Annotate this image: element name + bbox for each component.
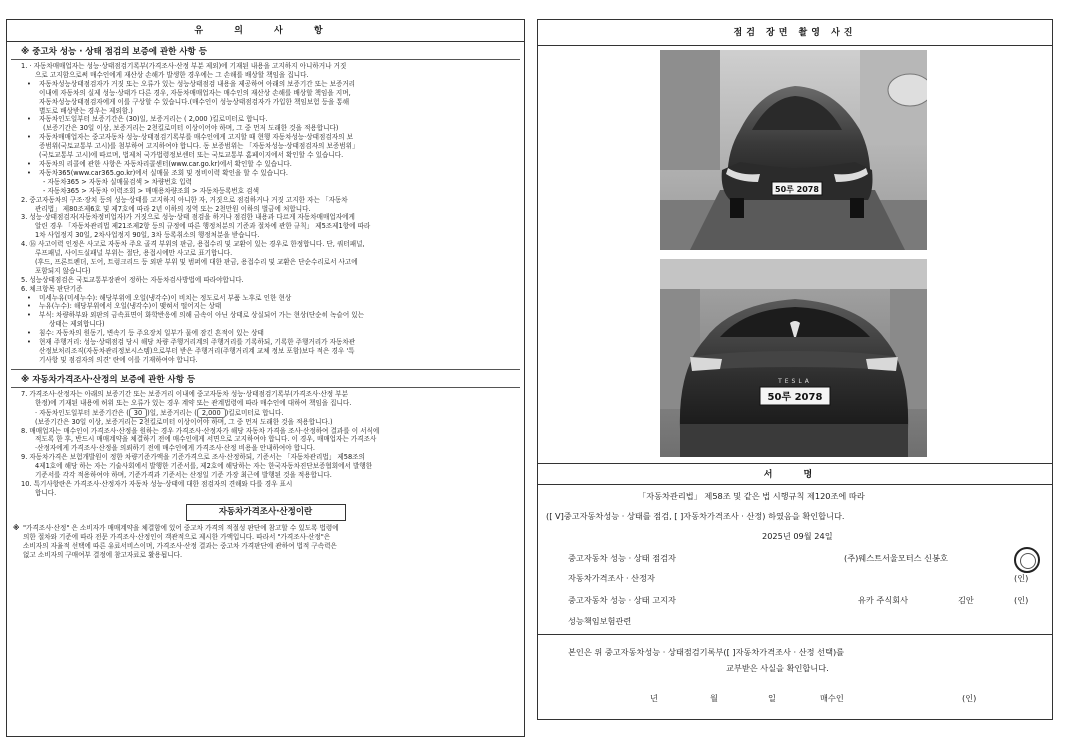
- price-definition-title: 자동차가격조사·산정이란: [186, 504, 346, 521]
- item6-bullet: • 누유(누수): 해당부위에서 오일(냉각수)이 맺혀서 떨어지는 상태: [25, 302, 516, 311]
- warranty-days: 30: [129, 408, 147, 418]
- divider: [538, 634, 1052, 635]
- item3-line: 1차 사업정지 30일, 2차사업정지 90일, 3차 등록취소의 행정처분을 받습니다.: [35, 231, 260, 240]
- item4-line: (후드, 프론트펜더, 도어, 트렁크리드 등 외판 부위 및 범퍼에 대한 판금, 용접수리 및 교환은 단순수리로서 사고에: [35, 257, 358, 266]
- item10-line: 합니다.: [35, 488, 57, 497]
- item3-line: 3. 성능·상태점검자(자동차정비업자)가 거짓으로 성능·상태 점검을 하거나 점검한 내용과 다르게 자동차매매업자에게: [21, 213, 355, 222]
- item7-warranty: [21, 408, 516, 418]
- year-label: 년: [650, 693, 658, 703]
- star-mark: ※: [13, 523, 20, 532]
- front-plate-text: 50루 2078: [775, 185, 819, 194]
- item1-b2-line: 별도로 배상받는 경우는 제외함.): [39, 106, 133, 115]
- item4-line: 루프패널, 사이드실패널 부위는 절단, 용접시에만 사고로 표기합니다.: [35, 249, 233, 258]
- section2-items: [7, 388, 524, 498]
- note-line: "가격조사·산정" 은 소비자가 매매계약을 체결함에 있어 중고차 가격의 적절성 판단에 참고할 수 있도록 법령에: [23, 523, 339, 532]
- item1-b4-line: (국토교통부 고시)에 따르며, 법제처 국가법령정보센터 또는 국토교통부 홈페이지에서 확인할 수 있습니다.: [39, 151, 344, 160]
- item8-line: ·산정자에게 가격조사·산정을 의뢰하기 전에 매수인에게 가격조사·산정 비용을 안내하여야 합니다.: [35, 444, 315, 453]
- insurance-label: 성능책임보험관련: [568, 616, 632, 626]
- rear-plate-text: 50루 2078: [767, 392, 823, 403]
- warranty-prefix: 자동차인도일부터 보증기간은 (: [39, 115, 129, 124]
- warranty-prefix: · 자동차인도일부터 보증기간은 (: [35, 408, 129, 417]
- price-assessor-seal: (인): [1014, 573, 1029, 583]
- rear-badge-text: TESLA: [778, 378, 812, 385]
- item2-line: 2. 중고자동차의 구조·장치 등의 성능·상태를 고지하지 아니한 자, 거짓으로 점검하거나 거짓 고지한 자는 「자동차: [21, 195, 348, 204]
- item1-b4-line: • 자동차매매업자는 중고자동차 성능·상태점검기록부를 매수인에게 고지할 때 현행 자동차성능·상태점검자의 보: [39, 133, 353, 142]
- confirm-statement: ([ V]중고자동차성능 · 상태를 점검, [ ]자동차가격조사 · 산정) 하였음을 확인합니다.: [546, 511, 845, 521]
- buyer-seal: (인): [962, 693, 977, 703]
- receipt-line-1: 본인은 위 중고자동차성능 · 상태점검기록부([ ]자동차가격조사 · 산정 선택)를: [568, 647, 845, 657]
- notice-title: 유 의 사 항: [7, 20, 524, 42]
- item9-line: 기준서를 각각 적용하여야 하며, 기준가격과 기준서는 산정일 기준 가장 최근에 발행된 것을 적용합니다.: [35, 471, 332, 480]
- item6-b3-line: • 부식: 차량하부와 외판의 금속표면이 화학반응에 의해 금속이 아닌 상태로 상실되어 가는 현상(단순히 녹슬어 있는: [39, 311, 365, 320]
- item7-line: 7. 가격조사·산정자는 아래의 보증기간 또는 보증거리 이내에 중고자동차 성능·상태점검기록부(가격조사·산정 부분: [21, 389, 349, 398]
- warranty-km: 2,000: [188, 115, 208, 124]
- item1-b2-line: 이내에 자동차의 실제 성능·상태가 다른 경우, 자동차매매업자는 매수인의 재산상 손해를 배상할 책임을 지며,: [39, 88, 351, 97]
- item4-line: 4. ⑯ 사고이력 인정은 사고로 자동차 주요 골격 부위의 판금, 용접수리 및 교환이 있는 경우로 한정합니다. 단, 쿼터패널,: [21, 240, 365, 249]
- item6-bullet: • 미세누유(미세누수): 해당부위에 오일(냉각수)이 비치는 정도로서 부품 노후로 인한 현상: [25, 294, 516, 303]
- item6-b3-line: 상태는 제외합니다): [49, 320, 105, 329]
- day-label: 일: [768, 693, 776, 703]
- item6-bullet: • 침수: 자동차의 원동기, 변속기 등 주요장치 일부가 물에 잠긴 흔적이 있는 상태: [25, 329, 516, 338]
- receipt-line-2: 교부받은 사실을 확인합니다.: [726, 663, 829, 673]
- warranty-km: 2,000: [197, 408, 226, 418]
- item4-line: 포함되지 않습니다): [35, 266, 91, 275]
- price-assessor-label: 자동차가격조사 · 산정자: [568, 573, 655, 583]
- buyer-label: 매수인: [820, 693, 844, 703]
- note-line: 없고 소비자의 구매여부 결정에 참고자료로 활용됩니다.: [23, 550, 183, 559]
- item10-line: 10. 특기사항란은 가격조사·산정자가 자동차 성능·상태에 대한 점검자의 견해와 다를 경우 표시: [21, 479, 293, 488]
- price-definition-note: [7, 524, 524, 560]
- warranty-suffix: )킬로미터로 합니다.: [209, 115, 268, 124]
- notice-panel: [6, 19, 525, 737]
- item1-bullet-4: [25, 133, 516, 160]
- item6: 6. 체크항목 판단기준: [21, 284, 83, 293]
- photo-section-title: 점검 장면 촬영 사진: [538, 20, 1052, 46]
- warranty-mid: )일, 보증거리는 (: [136, 115, 187, 124]
- official-seal-stamp: [1014, 547, 1040, 573]
- item6-bullet: [25, 311, 516, 329]
- item6-bullet: [25, 338, 516, 365]
- item1-bullet-2: [25, 80, 516, 116]
- section2-heading: ※ 자동차가격조사·산정의 보증에 관한 사항 등: [11, 370, 520, 388]
- inspector-value: (주)웨스트서울모터스 신봉호: [844, 553, 948, 563]
- inspector-label: 중고자동차 성능 · 상태 점검자: [568, 553, 676, 563]
- warranty-mid: )일, 보증거리는 (: [147, 408, 197, 417]
- item9-line: 4제1호에 해당 하는 자는 기술사회에서 발행한 기준서를, 제2호에 해당하는 자는 한국자동차진단보증협회에서 발행한: [35, 462, 373, 471]
- warranty-suffix: )킬로미터로 합니다.: [225, 408, 284, 417]
- note-line: 의한 절차와 기준에 따라 전문 가격조사·산정인이 객관적으로 제시한 가액입니다. 따라서 "가격조사·산정"은: [23, 532, 331, 541]
- item1-car365: • 자동차365(www.car365.go.kr)에서 실매물 조회 및 정비이력 확인을 할 수 있습니다.: [25, 169, 516, 178]
- item1-recall: • 자동차의 리콜에 관한 사항은 자동차리콜센터(www.car.go.kr)에서 확인할 수 있습니다.: [25, 160, 516, 169]
- sign-date: 2025년 09월 24일: [762, 531, 833, 541]
- item2-line: 관리법」 제80조제6호 및 제7호에 따라 2년 이하의 징역 또는 2천만원 이하의 벌금에 처합니다.: [35, 204, 311, 213]
- item1-car365-sub1: - 자동차365 > 자동차 실매물검색 > 차량번호 입력: [43, 177, 192, 186]
- item1-b2-line: • 자동차성능상태점검자가 거짓 또는 오류가 있는 성능상태점검 내용을 제공하여 아래의 보증기간 또는 보증거리: [39, 79, 356, 88]
- front-inspection-photo: [660, 50, 927, 250]
- section1-items: [7, 60, 524, 365]
- warranty-days: 30: [128, 115, 137, 124]
- notifier-seal: (인): [1014, 595, 1029, 605]
- item3-line: 알린 경우 「자동차관리법 제21조제2항 등의 규정에 따른 행정처분의 기준과 절차에 관한 규칙」 제5조제1항에 따라: [35, 222, 371, 231]
- item9-line: 9. 자동차가격은 보험개발원이 정한 차량기준가액을 기준가격으로 조사·산정하되, 기준서는 「자동차관리법」 제58조의: [21, 453, 365, 462]
- item1-line-1: 1. · 자동차매매업자는 성능·상태점검기록부(가격조사·산정 부분 제외)에 기재된 내용을 고지하지 아니하거나 거짓: [21, 62, 347, 70]
- notifier-name: 김안: [958, 595, 974, 605]
- section1-heading: ※ 중고차 성능 · 상태 점검의 보증에 관한 사항 등: [11, 42, 520, 60]
- note-line: 소비자의 자율적 선택에 따른 유료서비스이며, 가격조사·산정 결과는 중고차 가격판단에 관하여 법적 구속력은: [23, 541, 337, 550]
- item6-b5-line: 산정보처리조직(자동차관리정보시스템)으로부터 받은 주행거리(주행거리계 교체 정보 포함)보다 적은 경우 '특: [39, 347, 355, 355]
- item7-line: 한정)에 기재된 내용에 허위 또는 오류가 있는 경우 계약 또는 관계법령에 따라 매수인에 대하여 책임을 집니다.: [35, 398, 352, 407]
- item8-line: 8. 매매업자는 매수인이 가격조사·산정을 원하는 경우 가격조사·산정자가 해당 자동차 가격을 조사·산정하여 결과를 이 서식에: [21, 426, 380, 435]
- photo-sign-panel: [537, 19, 1053, 720]
- item1-b2-line: 자동차성능상태점검자에게 이를 구상할 수 있습니다.(매수인이 성능상태점검자가 가입한 책임보험 등을 통해: [39, 97, 350, 106]
- item1-warranty-note: (보증기간은 30일 이상, 보증거리는 2천킬로미터 이상이어야 하며, 그 중 먼저 도래한 것을 적용합니다): [43, 124, 339, 133]
- item1-line-2: 으로 고지함으로써 매수인에게 재산상 손해가 발생한 경우에는 그 손해를 배상할 책임을 집니다.: [35, 70, 309, 79]
- item1-b4-line: 증범위(국토교통부 고시)를 첨부하여 고지하여야 합니다. 동 보증범위는 「자동차성능·상태점검자의 보증범위」: [39, 142, 359, 151]
- rear-inspection-photo: [660, 259, 927, 457]
- month-label: 월: [710, 693, 718, 703]
- item6-b5-line: • 현재 주행거리: 성능·상태점검 당시 해당 차량 주행거리계의 주행거리를 기록하되, 기록한 주행거리가 자동차관: [39, 338, 356, 347]
- item7-note: (보증기간은 30일 이상, 보증거리는 2천킬로미터 이상이어야 하며, 그 중 먼저 도래한 것을 적용합니다.): [35, 417, 333, 426]
- law-reference: 「자동차관리법」 제58조 및 같은 법 시행규칙 제120조에 따라: [638, 491, 865, 501]
- notifier-label: 중고자동차 성능 · 상태 고지자: [568, 595, 676, 605]
- signature-section-title: 서 명: [538, 463, 1052, 485]
- item6-b5-line: 기사항 및 점검자의 의견' 란에 이를 기재하여야 합니다.: [39, 355, 198, 364]
- notifier-company: 유카 주식회사: [858, 595, 909, 605]
- item8-line: 적도록 한 후, 반드시 매매계약을 체결하기 전에 매수인에게 서면으로 고지하여야 합니다. 이 경우, 매매업자는 가격조사: [35, 435, 377, 444]
- item1-warranty: [25, 115, 516, 124]
- item1-car365-sub2: - 자동차365 > 자동차 이력조회 > 매매용차량조회 > 자동차등록번호 검색: [43, 186, 260, 195]
- item5: 5. 성능상태점검은 국토교통부장관이 정하는 자동차검사방법에 따라야합니다.: [21, 275, 244, 284]
